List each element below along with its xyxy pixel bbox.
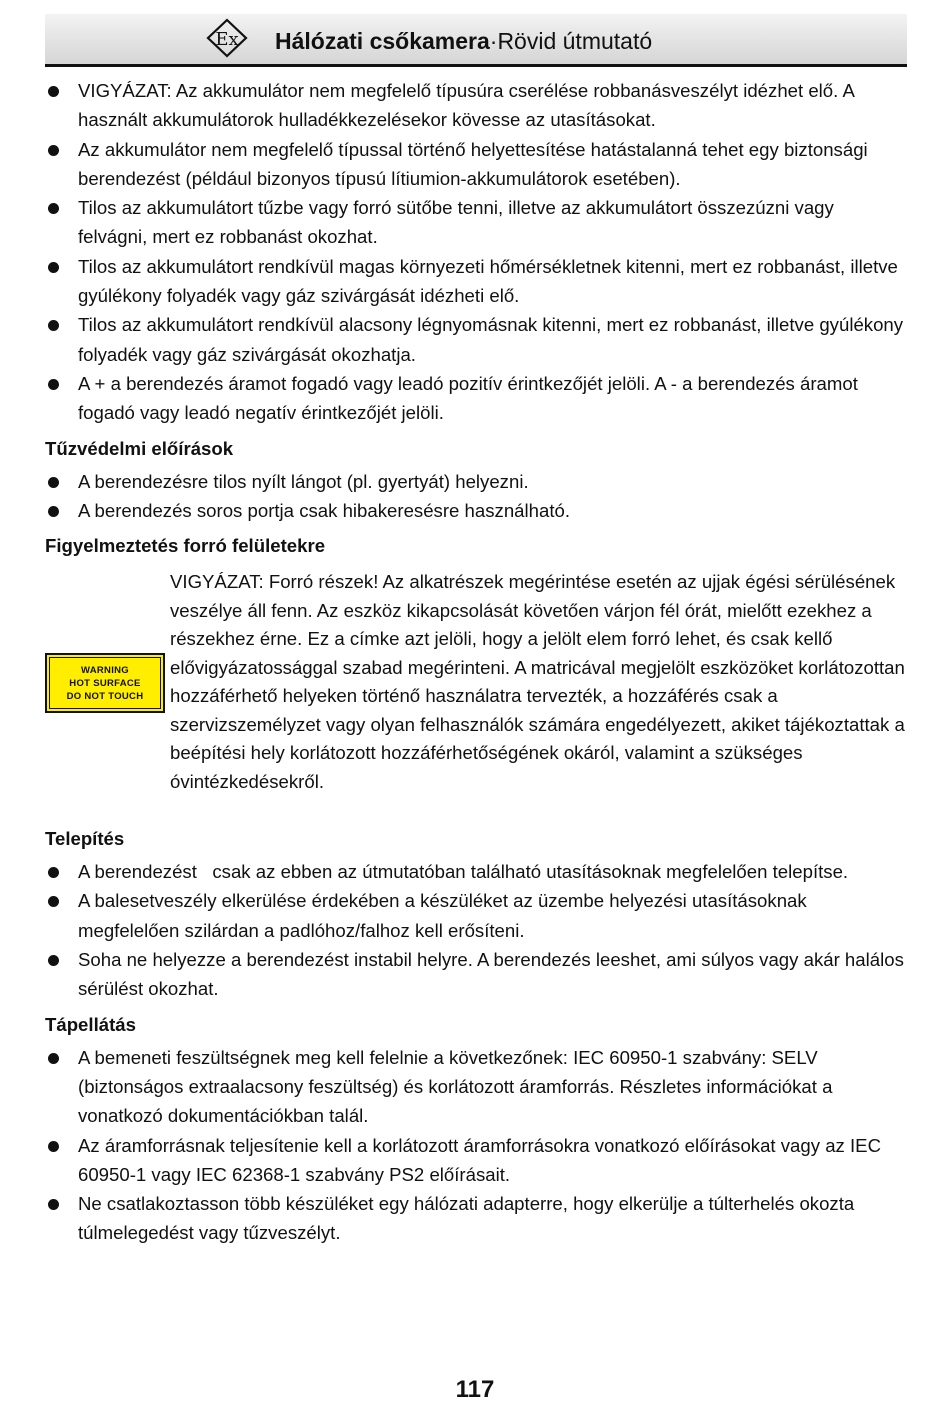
sign-line: HOT SURFACE (69, 677, 141, 689)
list-item: Az akkumulátor nem megfelelő típussal történő helyettesítése hatástalanná tehet egy biztonsági berendezést (például bizonyos típusú lítiumion-akkumulátorok esetében). (45, 135, 905, 194)
list-item: Tilos az akkumulátort tűzbe vagy forró sütőbe tenni, illetve az akkumulátort összezúzni vagy felvágni, mert ez robbanást okozhat. (45, 193, 905, 252)
installation-heading: Telepítés (45, 828, 125, 850)
list-item: A balesetveszély elkerülése érdekében a készüléket az üzembe helyezési utasításoknak megfelelően szilárdan a padlóhoz/falhoz kell erősíteni. (45, 886, 905, 945)
list-item: Tilos az akkumulátort rendkívül alacsony légnyomásnak kitenni, mert ez robbanást, illetve gyúlékony folyadék vagy gáz szivárgását okozhatja. (45, 310, 905, 369)
hot-surface-text: VIGYÁZAT: Forró részek! Az alkatrészek megérintése esetén az ujjak égési sérülésének veszélye áll fenn. Az eszköz kikapcsolását követően várjon fél órát, mielőtt ezekhez a részekhez érne. Ez a címke azt jelöli, hogy a jelölt elem forró lehet, és csak kellő elővigyázatossággal szabad megérinteni. A matricával megjelölt eszközöket korlátozottan hozzáférhető helyeken történő használatra tervezték, a hozzáférés csak a szervizszemélyzet vagy olyan felhasználók számára engedélyezett, akiket tájékoztattak a beépítési hely korlátozott hozzáférhetőségének okáról, valamint a szükséges óvintézkedésekről. (170, 571, 905, 792)
list-item: Soha ne helyezze a berendezést instabil helyre. A berendezés leeshet, ami súlyos vagy akár halálos sérülést okozhat. (45, 945, 905, 1004)
list-item: Tilos az akkumulátort rendkívül magas környezeti hőmérsékletnek kitenni, mert ez robbanást, illetve gyúlékony folyadék vagy gáz szivárgását idézheti elő. (45, 252, 905, 311)
power-supply-heading: Tápellátás (45, 1013, 136, 1035)
sign-line: DO NOT TOUCH (66, 690, 144, 702)
svg-text:Ex: Ex (215, 29, 239, 50)
page-title: Hálózati csőkamera·Rövid útmutató (275, 28, 653, 54)
installation-list (45, 857, 905, 1003)
page-header (45, 14, 907, 67)
hot-surface-heading: Figyelmeztetés forró felületekre (45, 535, 326, 557)
list-item: A + a berendezés áramot fogadó vagy leadó pozitív érintkezőjét jelöli. A - a berendezés áramot fogadó vagy leadó negatív érintkezőjét jelöli. (45, 369, 905, 428)
fire-safety-heading: Tűzvédelmi előírások (45, 437, 234, 459)
list-item: Az áramforrásnak teljesítenie kell a korlátozott áramforrásokra vonatkozó előírásokat vagy az IEC 60950-1 vagy IEC 62368-1 szabvány PS2 előírásait. (45, 1131, 905, 1190)
list-item: A berendezésre tilos nyílt lángot (pl. gyertyát) helyezni. (45, 467, 905, 496)
list-item: VIGYÁZAT: Az akkumulátor nem megfelelő típusúra cserélése robbanásveszélyt idézhet elő. A használt akkumulátorok hulladékkezelésekor kövesse az utasításokat. (45, 76, 905, 135)
list-item: A berendezés soros portja csak hibakeresésre használható. (45, 496, 905, 525)
hot-surface-warning-sign (45, 653, 165, 713)
list-item: A bemeneti feszültségnek meg kell felelnie a következőnek: IEC 60950-1 szabvány: SELV (biztonságos extraalacsony feszültség) és korlátozott áramforrás. Részletes információkat a vonatkozó dokumentációkban talál. (45, 1043, 905, 1131)
document-body (45, 76, 905, 1248)
power-supply-list (45, 1043, 905, 1248)
fire-safety-list (45, 467, 905, 526)
list-item: A berendezést csak az ebben az útmutatóban található utasításoknak megfelelően telepítse. (45, 857, 905, 886)
ex-explosion-proof-icon (205, 18, 249, 58)
list-item: Ne csatlakoztasson több készüléket egy hálózati adapterre, hogy elkerülje a túlterhelés okozta túlmelegedést vagy tűzveszélyt. (45, 1189, 905, 1248)
battery-warning-list (45, 76, 905, 428)
page-number: 117 (455, 1376, 495, 1403)
sign-line: WARNING (80, 664, 129, 676)
hot-surface-section (45, 568, 905, 818)
